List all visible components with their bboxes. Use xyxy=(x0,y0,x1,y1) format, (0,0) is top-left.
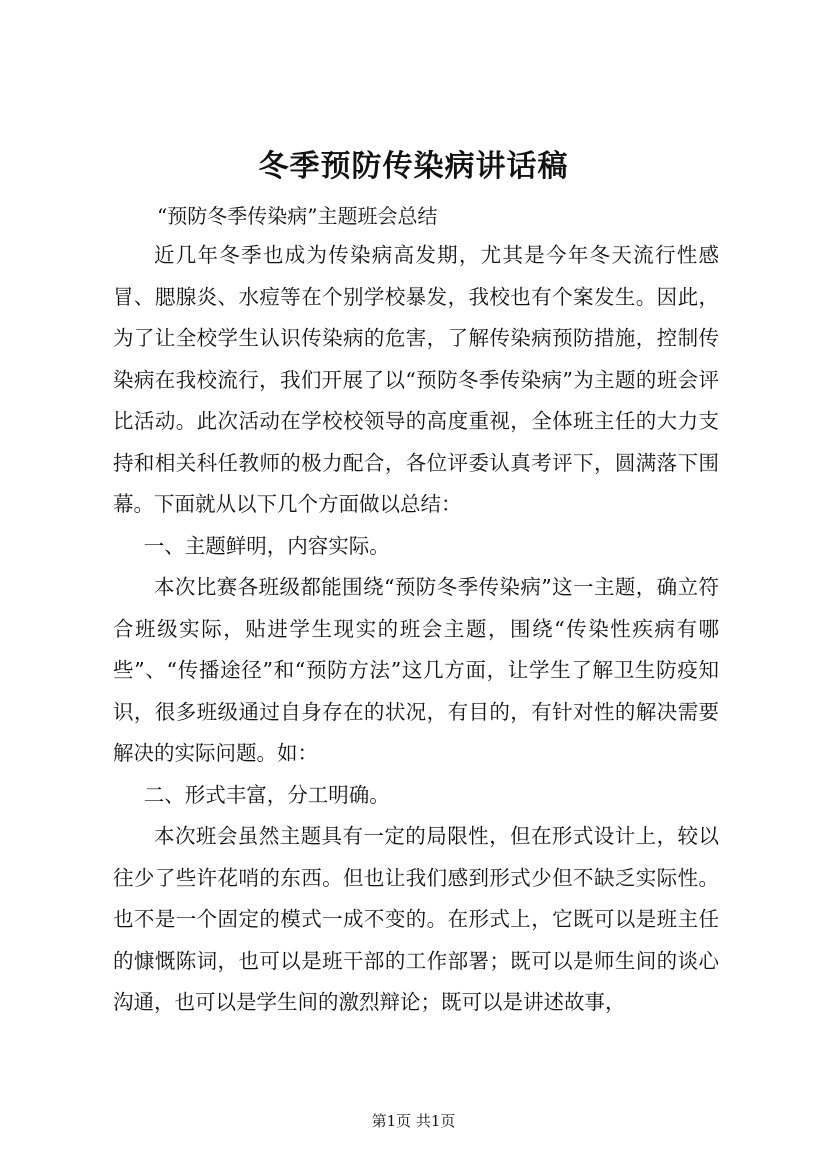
section-heading-2: 二、形式丰富，分工明确。 xyxy=(143,782,390,807)
page-footer: 第1页 共1页 xyxy=(371,1112,456,1130)
document-body xyxy=(113,197,719,1024)
document-subtitle: “预防冬季传染病”主题班会总结 xyxy=(157,204,438,228)
paragraph-intro: 近几年冬季也成为传染病高发期，尤其是今年冬天流行性感冒、腮腺炎、水痘等在个别学校暴发，我校也有个案发生。因此，为了让全校学生认识传染病的危害，了解传染病预防措施，控制传染病在我校流行，我们开展了以“预防冬季传染病”为主题的班会评比活动。此次活动在学校校领导的高度重视，全体班主任的大力支持和相关科任教师的极力配合，各位评委认真考评下，圆满落下围幕。下面就从以下几个方面做以总结： xyxy=(113,243,719,516)
document-title: 冬季预防传染病讲话稿 xyxy=(258,149,569,184)
section-heading-1: 一、主题鲜明，内容实际。 xyxy=(143,533,390,558)
paragraph-section-1: 本次比赛各班级都能围绕“预防冬季传染病”这一主题，确立符合班级实际，贴进学生现实的班会主题，围绕“传染性疾病有哪些”、“传播途径”和“预防方法”这几方面，让学生了解卫生防疫知识，很多班级通过自身存在的状况，有目的，有针对性的解决需要解决的实际问题。如： xyxy=(113,575,719,765)
paragraph-section-2: 本次班会虽然主题具有一定的局限性，但在形式设计上，较以往少了些许花哨的东西。但也让我们感到形式少但不缺乏实际性。也不是一个固定的模式一成不变的。在形式上，它既可以是班主任的慷慨陈词，也可以是班干部的工作部署；既可以是师生间的谈心沟通，也可以是学生间的激烈辩论；既可以是讲述故事， xyxy=(113,824,719,1014)
